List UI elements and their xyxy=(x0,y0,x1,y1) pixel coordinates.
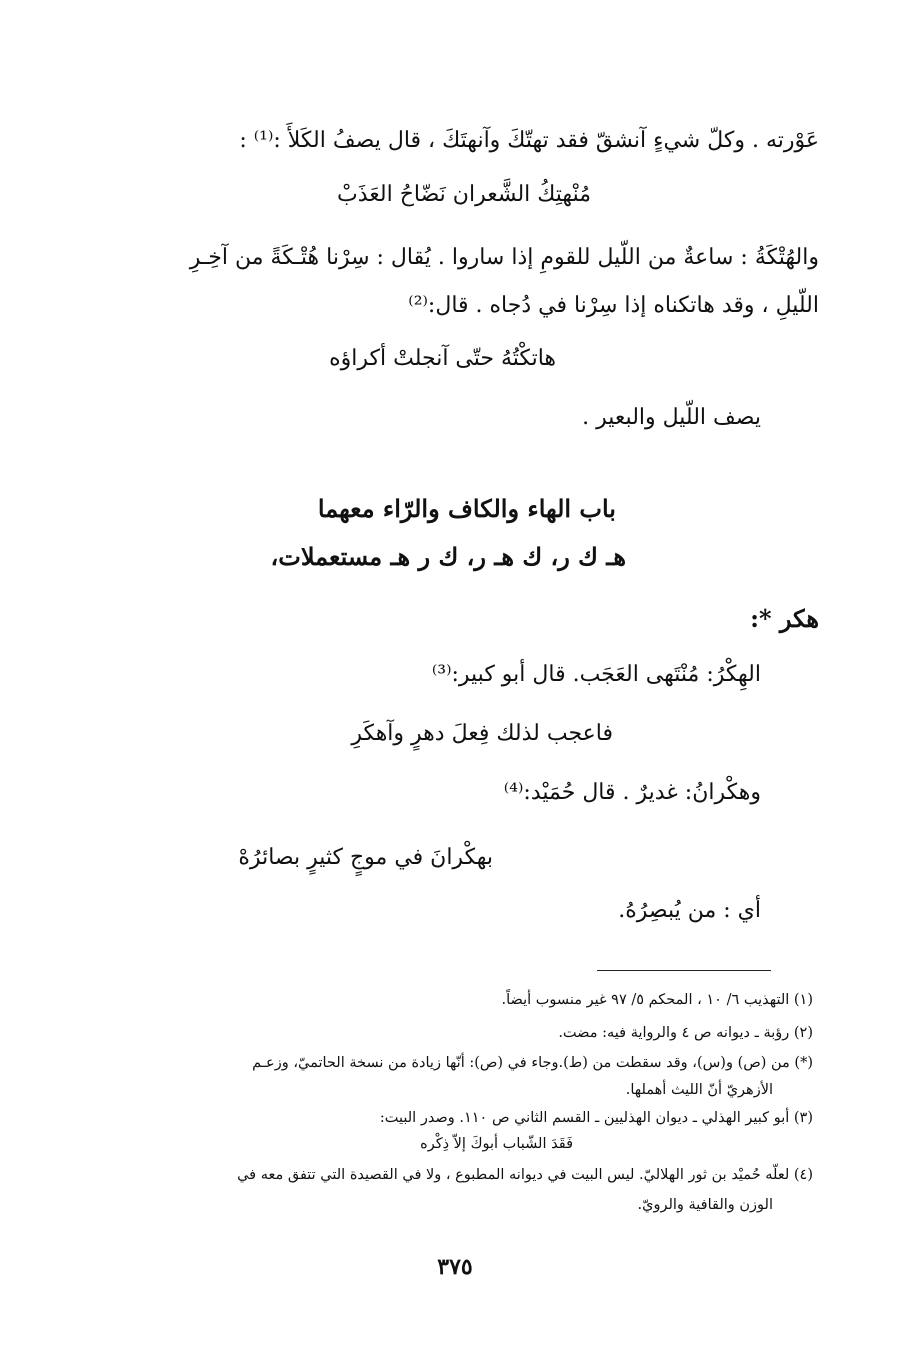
footnote: (٢) رؤبة ـ ديوانه ص ٤ والرواية فيه: مضت. xyxy=(558,1025,813,1041)
verse-line: مُنْهتِكُ الشَّعران نَضّاحُ العَذَبْ xyxy=(337,182,591,207)
entry-head-word: هكر *: xyxy=(750,604,819,633)
text-line: وهكْرانُ: غديرٌ . قال حُمَيْد:⁽⁴⁾ xyxy=(503,780,761,805)
page-number: ٣٧٥ xyxy=(437,1254,473,1280)
text-line: اللّيلِ ، وقد هاتكناه إذا سِرْنا في دُجاه . قال:⁽²⁾ xyxy=(408,293,819,318)
section-title: باب الهاء والكاف والرّاء معهما xyxy=(317,494,616,523)
verse-line: بهكْرانَ في موجٍ كثيرٍ بصائرُهْ xyxy=(238,845,493,870)
footnote-divider xyxy=(597,970,771,971)
footnote: الوزن والقافية والرويّ. xyxy=(637,1197,773,1213)
verse-line: هاتكْتُهُ حتّى آنجلتْ أكراؤه xyxy=(329,346,556,371)
footnote-verse: فَقَدَ الشّباب أبوكَ إلاّ ذِكْره xyxy=(420,1136,573,1152)
footnote: (١) التهذيب ٦/ ١٠ ، المحكم ٥/ ٩٧ غير منسوب أيضاً. xyxy=(501,992,813,1008)
footnote: (*) من (ص) و(س)، وقد سقطت من (ط).وجاء في (ص): أنّها زيادة من نسخة الحاتميّ، وزعـم xyxy=(252,1055,813,1071)
text-line: الهِكْرُ: مُنْتَهى العَجَب. قال أبو كبير:⁽³⁾ xyxy=(431,662,761,687)
text-line: أي : من يُبصِرُهُ. xyxy=(618,898,761,923)
footnote: (٣) أبو كبير الهذلي ـ ديوان الهذليين ـ القسم الثاني ص ١١٠. وصدر البيت: xyxy=(379,1110,813,1126)
footnote: (٤) لعلّه حُميْد بن ثور الهلاليّ. ليس البيت في ديوانه المطبوع ، ولا في القصيدة التي تتفق معه في xyxy=(237,1167,813,1183)
text-line: يصف اللّيل والبعير . xyxy=(582,405,761,430)
text-line: عَوْرته . وكلّ شيءٍ آنشقّ فقد تهتّكَ وآنهتَكَ ، قال يصفُ الكَلأَ :⁽¹⁾ : xyxy=(239,128,819,153)
verse-line: فاعجب لذلك فِعلَ دهرٍ وآهكَرِ xyxy=(351,721,613,746)
section-subtitle: هـ ك ر، ك هـ ر، ك ر هـ مستعملات، xyxy=(270,542,626,571)
footnote: الأزهريّ أنّ الليث أهملها. xyxy=(625,1082,773,1098)
text-line: والهُتْكَةُ : ساعةٌ من اللّيل للقومِ إذا ساروا . يُقال : سِرْنا هُتْـكَةً من آخِـرِ xyxy=(189,245,819,270)
